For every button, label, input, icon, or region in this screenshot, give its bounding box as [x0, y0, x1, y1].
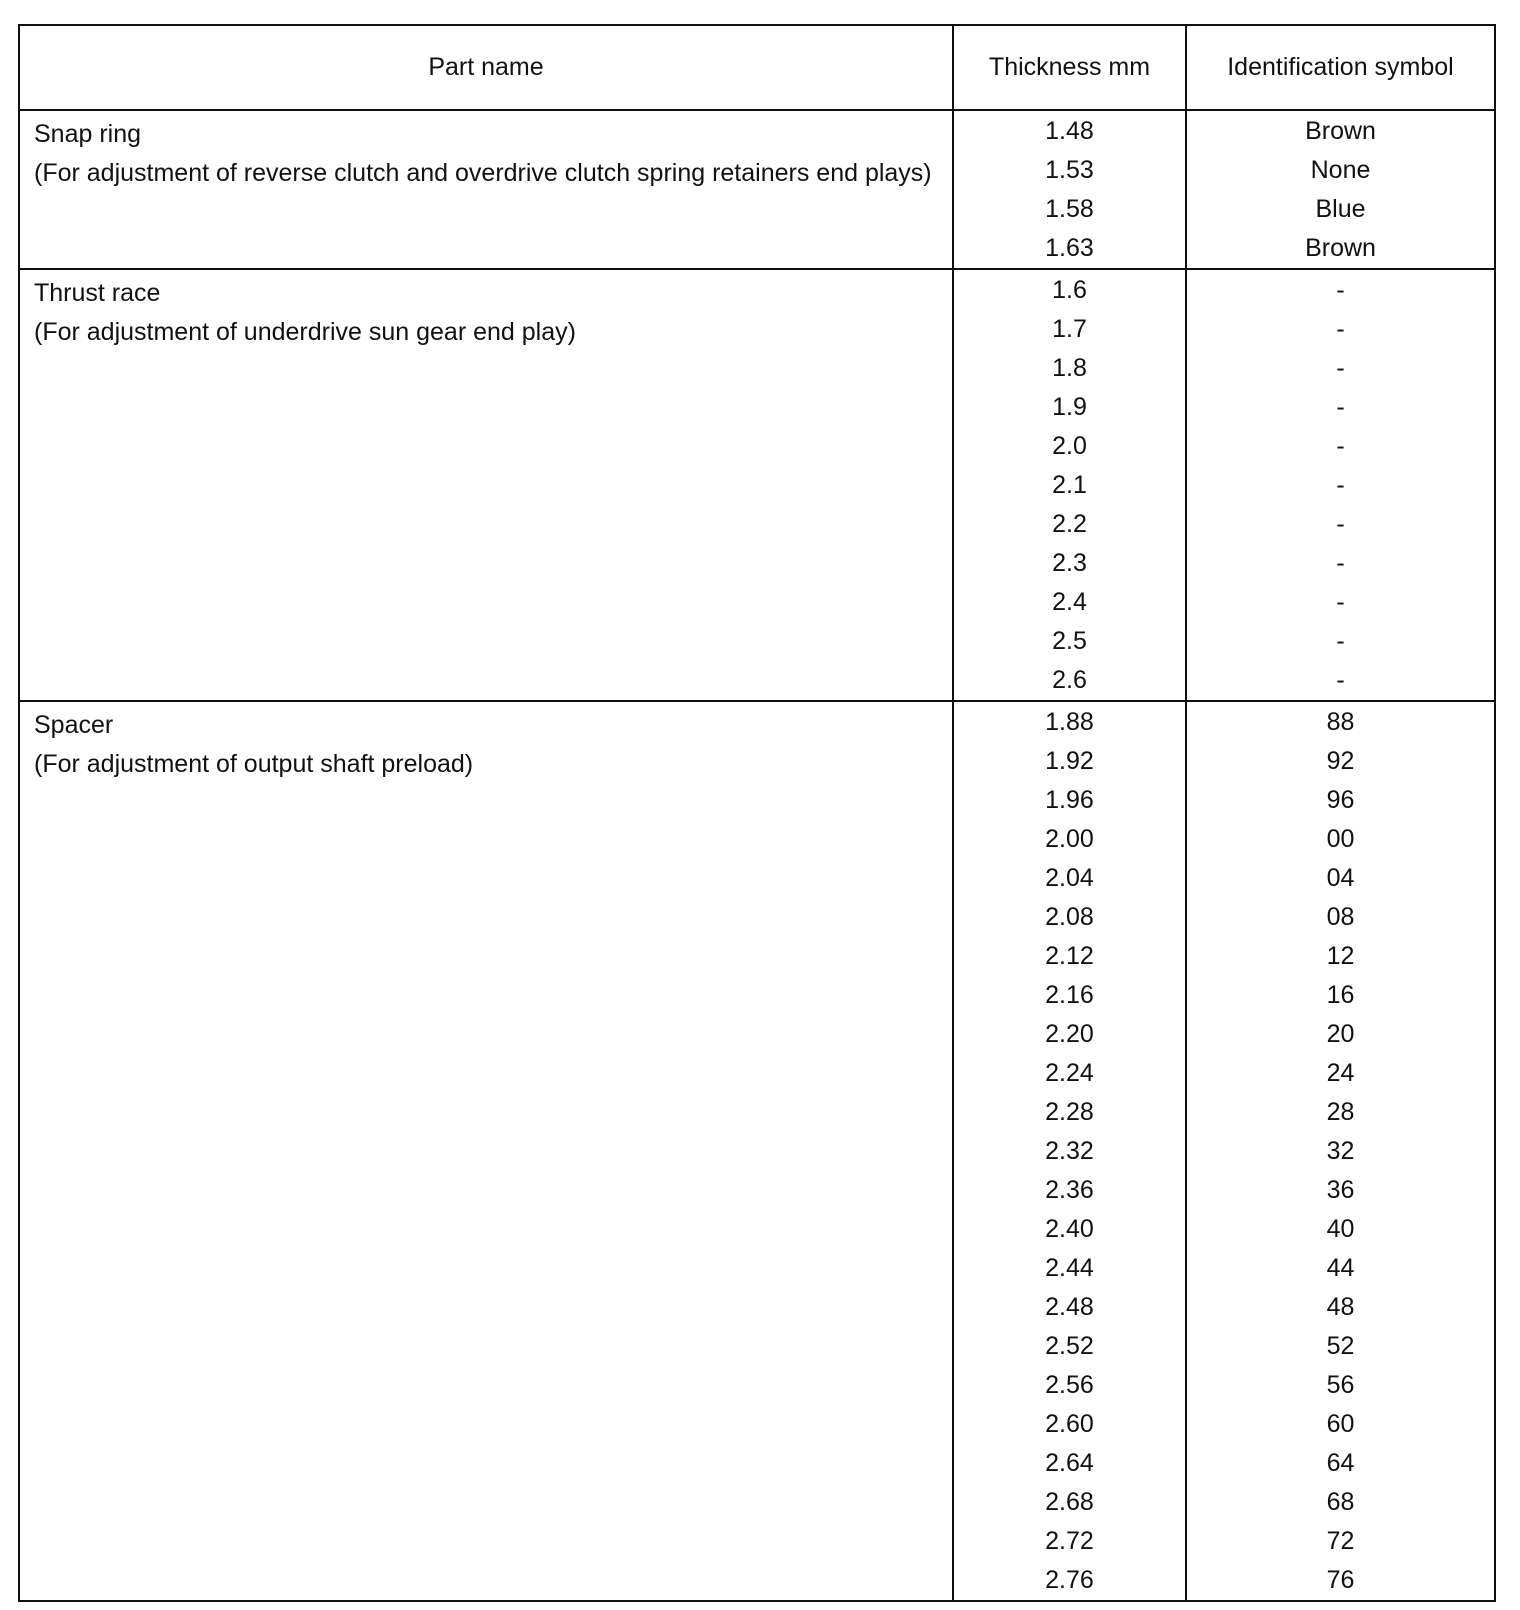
- identification-symbol-value: 12: [1326, 942, 1355, 970]
- identification-symbol-value: 88: [1326, 708, 1355, 736]
- identification-symbol-value: -: [1336, 276, 1345, 304]
- identification-symbol-value: 52: [1326, 1332, 1355, 1360]
- thickness-value: 1.9: [1052, 393, 1087, 421]
- thickness-value: 2.20: [1045, 1020, 1094, 1048]
- part-name: Spacer: [34, 711, 114, 739]
- identification-symbol-value: Brown: [1305, 117, 1376, 145]
- identification-symbol-value: 76: [1326, 1566, 1355, 1594]
- table-row: [19, 269, 1495, 701]
- identification-symbol-value: 40: [1326, 1215, 1355, 1243]
- identification-symbol-value: 08: [1326, 903, 1355, 931]
- thickness-value: 1.7: [1052, 315, 1087, 343]
- thickness-value: 2.48: [1045, 1293, 1094, 1321]
- identification-symbol-value: 60: [1326, 1410, 1355, 1438]
- identification-symbol-value: 24: [1326, 1059, 1355, 1087]
- part-description: (For adjustment of underdrive sun gear end play): [34, 318, 576, 346]
- thickness-value: 1.48: [1045, 117, 1094, 145]
- identification-symbol-value: 92: [1326, 747, 1355, 775]
- identification-symbol-value: 32: [1326, 1137, 1355, 1165]
- identification-symbol-value: -: [1336, 549, 1345, 577]
- identification-symbol-value: 16: [1326, 981, 1355, 1009]
- thickness-value: 2.64: [1045, 1449, 1094, 1477]
- thickness-value: 2.04: [1045, 864, 1094, 892]
- identification-symbol-value: -: [1336, 627, 1345, 655]
- thickness-value: 2.52: [1045, 1332, 1094, 1360]
- thickness-value: 2.76: [1045, 1566, 1094, 1594]
- identification-symbol-value: 68: [1326, 1488, 1355, 1516]
- identification-symbol-value: -: [1336, 393, 1345, 421]
- thickness-value: 1.96: [1045, 786, 1094, 814]
- header-thickness: Thickness mm: [953, 25, 1186, 110]
- identification-symbol-value: 36: [1326, 1176, 1355, 1204]
- symbol-cell: [1186, 269, 1495, 701]
- thickness-value: 2.36: [1045, 1176, 1094, 1204]
- thickness-value: 2.32: [1045, 1137, 1094, 1165]
- thickness-value: 2.2: [1052, 510, 1087, 538]
- thickness-value: 2.1: [1052, 471, 1087, 499]
- part-name-cell: [19, 110, 953, 269]
- identification-symbol-value: 20: [1326, 1020, 1355, 1048]
- thickness-value: 2.24: [1045, 1059, 1094, 1087]
- thickness-value: 1.6: [1052, 276, 1087, 304]
- identification-symbol-value: 48: [1326, 1293, 1355, 1321]
- header-identification-symbol: Identification symbol: [1186, 25, 1495, 110]
- thickness-cell: [953, 110, 1186, 269]
- table-header-row: [19, 25, 1495, 110]
- thickness-value: 2.6: [1052, 666, 1087, 694]
- identification-symbol-value: -: [1336, 315, 1345, 343]
- thickness-value: 2.56: [1045, 1371, 1094, 1399]
- thickness-value: 1.58: [1045, 195, 1094, 223]
- identification-symbol-value: 72: [1326, 1527, 1355, 1555]
- table-body: [19, 110, 1495, 1601]
- identification-symbol-value: 44: [1326, 1254, 1355, 1282]
- part-description: (For adjustment of output shaft preload): [34, 750, 474, 778]
- thickness-value: 1.92: [1045, 747, 1094, 775]
- identification-symbol-value: Brown: [1305, 234, 1376, 262]
- thickness-value: 1.53: [1045, 156, 1094, 184]
- part-name-cell: [19, 269, 953, 701]
- table-row: [19, 110, 1495, 269]
- identification-symbol-value: 96: [1326, 786, 1355, 814]
- symbol-cell: [1186, 110, 1495, 269]
- thickness-value: 2.28: [1045, 1098, 1094, 1126]
- identification-symbol-value: None: [1310, 156, 1371, 184]
- thickness-value: 2.72: [1045, 1527, 1094, 1555]
- part-name-cell: [19, 701, 953, 1601]
- header-part-name: Part name: [19, 25, 953, 110]
- identification-symbol-value: -: [1336, 510, 1345, 538]
- identification-symbol-value: 64: [1326, 1449, 1355, 1477]
- thickness-value: 1.63: [1045, 234, 1094, 262]
- identification-symbol-value: Blue: [1315, 195, 1366, 223]
- thickness-value: 2.00: [1045, 825, 1094, 853]
- thickness-value: 2.12: [1045, 942, 1094, 970]
- part-name: Snap ring: [34, 120, 142, 148]
- thickness-value: 1.88: [1045, 708, 1094, 736]
- identification-symbol-value: 28: [1326, 1098, 1355, 1126]
- symbol-cell: [1186, 701, 1495, 1601]
- thickness-value: 2.4: [1052, 588, 1087, 616]
- identification-symbol-value: 00: [1326, 825, 1355, 853]
- thickness-value: 2.16: [1045, 981, 1094, 1009]
- thickness-value: 2.44: [1045, 1254, 1094, 1282]
- thickness-value: 2.60: [1045, 1410, 1094, 1438]
- table-row: [19, 701, 1495, 1601]
- thickness-value: 2.08: [1045, 903, 1094, 931]
- identification-symbol-value: 04: [1326, 864, 1355, 892]
- identification-symbol-value: 56: [1326, 1371, 1355, 1399]
- thickness-value: 2.5: [1052, 627, 1087, 655]
- thickness-value: 2.68: [1045, 1488, 1094, 1516]
- parts-thickness-table: [18, 24, 1496, 1602]
- thickness-value: 2.0: [1052, 432, 1087, 460]
- identification-symbol-value: -: [1336, 432, 1345, 460]
- thickness-value: 2.3: [1052, 549, 1087, 577]
- thickness-cell: [953, 701, 1186, 1601]
- thickness-value: 1.8: [1052, 354, 1087, 382]
- identification-symbol-value: -: [1336, 588, 1345, 616]
- thickness-value: 2.40: [1045, 1215, 1094, 1243]
- thickness-cell: [953, 269, 1186, 701]
- part-description: (For adjustment of reverse clutch and overdrive clutch spring retainers end plays): [34, 159, 932, 187]
- part-name: Thrust race: [34, 279, 161, 307]
- identification-symbol-value: -: [1336, 666, 1345, 694]
- identification-symbol-value: -: [1336, 354, 1345, 382]
- identification-symbol-value: -: [1336, 471, 1345, 499]
